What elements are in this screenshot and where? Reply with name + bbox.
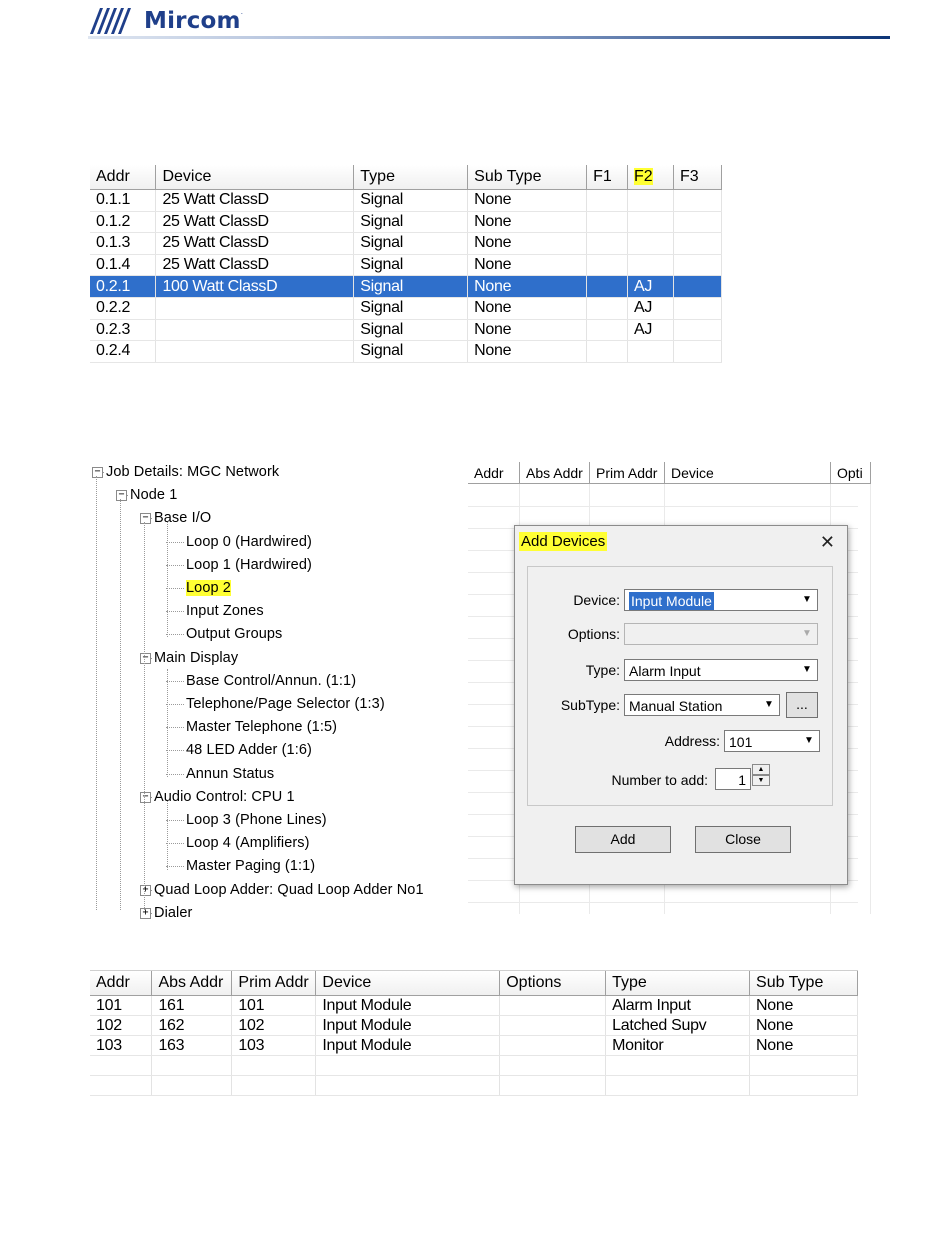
table-cell: None <box>468 276 587 298</box>
table-cell: None <box>468 297 587 319</box>
tree-node-label: 48 LED Adder (1:6) <box>186 742 312 759</box>
collapse-icon[interactable]: − <box>92 467 103 478</box>
column-header[interactable]: Prim Addr <box>590 462 665 484</box>
tree-connector <box>166 634 184 635</box>
tree-node-loop[interactable] <box>186 625 282 643</box>
table-row[interactable] <box>90 276 722 298</box>
subtype-select[interactable] <box>624 694 780 716</box>
table-cell <box>500 1076 606 1096</box>
table-cell <box>587 254 628 276</box>
mircom-logo <box>88 4 243 38</box>
tree-node-label: Annun Status <box>186 765 275 782</box>
type-label: Type: <box>585 662 620 678</box>
table-row[interactable] <box>90 254 722 276</box>
table-cell <box>156 297 354 319</box>
empty-row <box>90 1076 858 1096</box>
add-button[interactable]: Add <box>575 826 671 853</box>
column-header[interactable] <box>354 165 468 190</box>
table-cell: 0.2.3 <box>90 319 156 341</box>
table-cell <box>673 233 721 255</box>
table-cell <box>316 1076 500 1096</box>
tree-connector <box>166 866 184 867</box>
column-header[interactable]: Addr <box>90 971 152 996</box>
table-cell <box>628 254 674 276</box>
table-cell: 162 <box>152 1016 232 1036</box>
table-cell <box>628 190 674 212</box>
tree-node-label: Base Control/Annun. (1:1) <box>186 672 357 689</box>
table-row[interactable] <box>90 1016 858 1036</box>
table-cell <box>587 211 628 233</box>
tree-connector <box>151 890 152 891</box>
column-header[interactable]: Prim Addr <box>232 971 316 996</box>
tree-node-audio-item[interactable] <box>186 834 310 852</box>
table-cell: 161 <box>152 996 232 1016</box>
spin-up-icon[interactable]: ▲ <box>752 764 770 775</box>
tree-guide-line <box>120 499 121 910</box>
table-cell: Signal <box>354 233 468 255</box>
browse-subtype-button[interactable]: ... <box>786 692 818 718</box>
tree-node-label: Loop 0 (Hardwired) <box>186 533 312 550</box>
tree-node-label: Dialer <box>154 904 193 921</box>
table-cell: 101 <box>90 996 152 1016</box>
options-select[interactable] <box>624 623 818 645</box>
device-label: Device: <box>573 592 620 608</box>
tree-node-audio-control[interactable] <box>154 788 295 806</box>
chevron-down-icon[interactable]: ▼ <box>802 594 812 605</box>
tree-node-audio-item[interactable] <box>186 857 315 875</box>
tree-node-main-display[interactable] <box>154 649 238 667</box>
column-header[interactable]: Addr <box>468 462 520 484</box>
collapse-icon[interactable]: − <box>140 653 151 664</box>
tree-node-display-item[interactable] <box>186 695 385 713</box>
table-cell <box>232 1056 316 1076</box>
expand-icon[interactable]: + <box>140 908 151 919</box>
table-cell <box>673 190 721 212</box>
dialog-title: Add Devices <box>521 533 606 550</box>
chevron-down-icon[interactable]: ▼ <box>764 699 774 710</box>
number-to-add-input[interactable]: 1 <box>715 768 751 790</box>
collapse-icon[interactable]: − <box>140 513 151 524</box>
tree-node-label: Loop 3 (Phone Lines) <box>186 812 327 828</box>
table-cell <box>673 211 721 233</box>
tree-connector <box>151 658 152 659</box>
table-cell <box>587 276 628 298</box>
tree-node-label: Output Groups <box>186 626 283 643</box>
tree-connector <box>127 495 128 496</box>
table-cell: 0.1.3 <box>90 233 156 255</box>
table-cell <box>587 341 628 363</box>
column-header[interactable]: Type <box>606 971 750 996</box>
table-cell: 0.1.4 <box>90 254 156 276</box>
column-header[interactable]: Abs Addr <box>152 971 232 996</box>
table-cell <box>90 1076 152 1096</box>
table-row[interactable] <box>90 297 722 319</box>
table-cell: AJ <box>628 297 674 319</box>
job-tree <box>92 462 467 921</box>
tree-connector <box>166 588 184 589</box>
table-cell: None <box>468 319 587 341</box>
table-row[interactable] <box>90 319 722 341</box>
table-cell: 0.1.2 <box>90 211 156 233</box>
table-cell <box>628 211 674 233</box>
tree-connector <box>166 843 184 844</box>
table-cell <box>606 1056 750 1076</box>
tree-node-audio-item[interactable] <box>186 811 327 829</box>
table-cell <box>500 996 606 1016</box>
device-value: Input Module <box>631 593 712 609</box>
tree-node-base-io[interactable] <box>154 509 211 527</box>
column-header-label: F1 <box>593 168 612 185</box>
address-label: Address: <box>664 733 720 749</box>
subtype-label: SubType: <box>560 697 620 713</box>
tree-node-dialer[interactable] <box>154 904 192 922</box>
table-cell: Alarm Input <box>606 996 750 1016</box>
empty-row <box>90 1056 858 1076</box>
spin-down-icon[interactable]: ▼ <box>752 775 770 786</box>
table-cell <box>673 254 721 276</box>
table-row[interactable] <box>90 996 858 1016</box>
tree-node-label: Quad Loop Adder: Quad Loop Adder No1 <box>154 881 424 898</box>
column-header[interactable]: Options <box>500 971 606 996</box>
tree-node-display-item[interactable] <box>186 741 312 759</box>
collapse-icon[interactable]: − <box>116 490 127 501</box>
tree-node-label: Node 1 <box>130 487 178 504</box>
table-cell: Signal <box>354 190 468 212</box>
table-cell: 102 <box>232 1016 316 1036</box>
table-cell: Input Module <box>316 1016 500 1036</box>
table-cell <box>673 297 721 319</box>
tree-guide-line <box>167 522 168 637</box>
tree-connector <box>151 518 152 519</box>
table-cell: 163 <box>152 1036 232 1056</box>
tree-connector <box>166 565 184 566</box>
table-cell: 102 <box>90 1016 152 1036</box>
type-value: Alarm Input <box>629 663 701 679</box>
table-row[interactable] <box>90 190 722 212</box>
tree-connector <box>166 774 184 775</box>
tree-node-root[interactable] <box>106 463 279 481</box>
grid-line <box>870 484 871 914</box>
table-cell <box>673 276 721 298</box>
tree-node-label: Master Telephone (1:5) <box>186 719 338 736</box>
tree-connector <box>166 750 184 751</box>
table-cell: Signal <box>354 319 468 341</box>
table-cell: 103 <box>90 1036 152 1056</box>
tree-node-quad-loop[interactable] <box>154 881 424 899</box>
column-header[interactable]: Device <box>316 971 500 996</box>
tree-node-label: Base I/O <box>154 510 212 527</box>
column-header-label: F2 <box>634 168 653 185</box>
table-cell: 100 Watt ClassD <box>156 276 354 298</box>
table-cell: Signal <box>354 341 468 363</box>
table-cell: None <box>468 233 587 255</box>
output-circuits-grid <box>90 165 722 375</box>
table-cell <box>232 1076 316 1096</box>
address-select[interactable] <box>724 730 820 752</box>
tree-node-loop[interactable] <box>186 533 312 551</box>
table-cell <box>750 1056 858 1076</box>
tree-node-display-item[interactable] <box>186 672 356 690</box>
table-cell <box>587 297 628 319</box>
tree-node-label: Loop 1 (Hardwired) <box>186 556 312 573</box>
tree-node-label: Audio Control: CPU 1 <box>154 788 295 805</box>
table-cell <box>606 1076 750 1096</box>
tree-connector <box>166 704 184 705</box>
column-header[interactable]: Abs Addr <box>520 462 590 484</box>
column-header-label: Addr <box>96 168 130 185</box>
table-cell: None <box>750 1036 858 1056</box>
table-cell <box>587 233 628 255</box>
table-row[interactable] <box>90 211 722 233</box>
table-cell: None <box>468 341 587 363</box>
mircom-logo-icon <box>88 6 138 36</box>
subtype-value: Manual Station <box>629 698 723 714</box>
tree-connector <box>103 472 104 473</box>
column-header[interactable] <box>90 165 156 190</box>
column-header[interactable] <box>587 165 628 190</box>
tree-node-loop[interactable] <box>186 602 264 620</box>
tree-guide-line <box>167 801 168 870</box>
table-row[interactable] <box>90 341 722 363</box>
number-to-add-label: Number to add: <box>611 772 708 788</box>
tree-connector <box>151 913 152 914</box>
close-icon[interactable]: ✕ <box>819 532 835 552</box>
table-cell: None <box>468 211 587 233</box>
dialog-fields-panel <box>527 566 833 806</box>
table-cell <box>90 1056 152 1076</box>
tree-node-label: Job Details: MGC Network <box>106 464 280 480</box>
table-row[interactable] <box>90 233 722 255</box>
type-select[interactable] <box>624 659 818 681</box>
table-cell: None <box>468 190 587 212</box>
column-header[interactable] <box>468 165 587 190</box>
tree-node-label: Loop 4 (Amplifiers) <box>186 835 310 852</box>
table-cell: None <box>750 996 858 1016</box>
column-header[interactable]: Device <box>665 462 831 484</box>
expand-icon[interactable]: + <box>140 885 151 896</box>
tree-connector <box>166 820 184 821</box>
table-cell: 25 Watt ClassD <box>156 254 354 276</box>
grid-line <box>468 902 858 903</box>
table-cell: 25 Watt ClassD <box>156 233 354 255</box>
table-cell: 0.1.1 <box>90 190 156 212</box>
table-cell: Input Module <box>316 1036 500 1056</box>
tree-node-loop[interactable] <box>186 579 231 597</box>
device-select[interactable] <box>624 589 818 611</box>
table-cell: 25 Watt ClassD <box>156 211 354 233</box>
table-cell <box>152 1056 232 1076</box>
header-rule <box>88 36 890 39</box>
table-cell <box>673 341 721 363</box>
column-header[interactable] <box>673 165 721 190</box>
column-header[interactable] <box>156 165 354 190</box>
table-cell: 103 <box>232 1036 316 1056</box>
table-cell: 0.2.1 <box>90 276 156 298</box>
address-value: 101 <box>729 734 753 750</box>
tree-node-label: Input Zones <box>186 603 264 620</box>
options-label: Options: <box>567 626 620 642</box>
table-cell <box>316 1056 500 1076</box>
table-cell: 101 <box>232 996 316 1016</box>
table-cell <box>587 190 628 212</box>
tree-guide-line <box>144 522 145 910</box>
table-row[interactable] <box>90 1036 858 1056</box>
tree-guide-line <box>167 669 168 777</box>
table-cell: Signal <box>354 276 468 298</box>
collapse-icon[interactable]: − <box>140 792 151 803</box>
table-cell: Monitor <box>606 1036 750 1056</box>
tree-node-node1[interactable] <box>130 486 177 504</box>
table-cell <box>750 1076 858 1096</box>
table-cell <box>500 1016 606 1036</box>
chevron-down-icon[interactable]: ▼ <box>804 735 814 746</box>
column-header[interactable]: Opti <box>831 462 871 484</box>
table-cell: AJ <box>628 319 674 341</box>
table-cell: 0.2.4 <box>90 341 156 363</box>
column-header[interactable]: Sub Type <box>750 971 858 996</box>
column-header[interactable] <box>628 165 674 190</box>
column-header-label: Sub Type <box>474 168 542 185</box>
table-cell <box>673 319 721 341</box>
grid-line <box>468 506 858 507</box>
tree-connector <box>166 542 184 543</box>
table-cell: Signal <box>354 297 468 319</box>
tree-connector <box>166 611 184 612</box>
tree-node-loop[interactable] <box>186 556 312 574</box>
table-cell: None <box>468 254 587 276</box>
table-cell <box>500 1056 606 1076</box>
table-cell <box>156 319 354 341</box>
table-cell: 25 Watt ClassD <box>156 190 354 212</box>
tree-node-label: Telephone/Page Selector (1:3) <box>186 696 385 712</box>
table-cell: Signal <box>354 254 468 276</box>
table-cell <box>156 341 354 363</box>
column-header-label: Type <box>360 168 395 185</box>
tree-connector <box>151 797 152 798</box>
table-cell: AJ <box>628 276 674 298</box>
tree-node-label: Main Display <box>154 649 239 666</box>
table-cell <box>152 1076 232 1096</box>
tree-guide-line <box>96 476 97 910</box>
table-cell <box>628 233 674 255</box>
table-cell <box>587 319 628 341</box>
column-header-label: F3 <box>679 168 699 185</box>
tree-node-display-item[interactable] <box>186 718 337 736</box>
table-cell: None <box>750 1016 858 1036</box>
table-cell <box>500 1036 606 1056</box>
tree-connector <box>166 681 184 682</box>
added-devices-grid <box>90 970 858 1093</box>
chevron-down-icon[interactable]: ▼ <box>802 628 812 639</box>
table-cell <box>628 341 674 363</box>
tree-node-label: Master Paging (1:1) <box>186 858 316 875</box>
chevron-down-icon[interactable]: ▼ <box>802 664 812 675</box>
table-cell: Signal <box>354 211 468 233</box>
close-button[interactable]: Close <box>695 826 791 853</box>
brand-name: Mircom. <box>144 8 244 34</box>
table-cell: 0.2.2 <box>90 297 156 319</box>
tree-connector <box>166 727 184 728</box>
tree-node-label: Loop 2 <box>186 580 231 596</box>
column-header-label: Device <box>162 168 212 185</box>
tree-node-display-item[interactable] <box>186 765 274 783</box>
add-devices-dialog <box>514 525 848 885</box>
table-cell: Latched Supv <box>606 1016 750 1036</box>
table-cell: Input Module <box>316 996 500 1016</box>
